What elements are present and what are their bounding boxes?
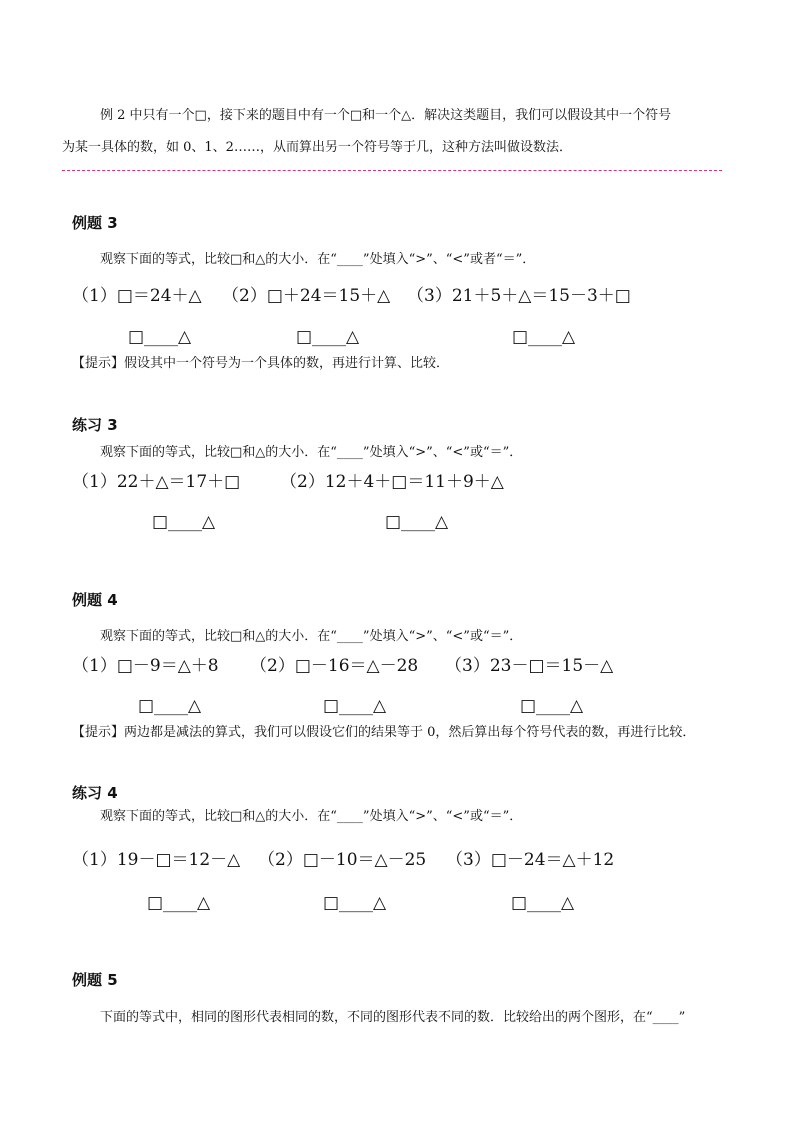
practice-4-instruction: 观察下面的等式，比较□和△的大小．在“____”处填入“>”、“<”或“＝”．: [100, 809, 523, 824]
practice-4-compare-1: □____△: [147, 893, 211, 913]
practice-3-equation-2: （2）12＋4＋□＝11＋9＋△: [280, 472, 504, 492]
practice-4-compare-3: □____△: [511, 893, 575, 913]
practice-4-equation-3: （3）□－24＝△＋12: [446, 850, 615, 870]
practice-3-equation-1: （1）22＋△＝17＋□: [72, 472, 241, 492]
example-5-instruction: 下面的等式中，相同的图形代表相同的数，不同的图形代表不同的数．比较给出的两个图形，在“____”: [100, 1010, 686, 1025]
example-4-equation-2: （2）□－16＝△－28: [250, 656, 419, 676]
example-4-compare-2: □____△: [323, 696, 387, 716]
practice-4-compare-2: □____△: [323, 893, 387, 913]
example-3-title: 例题 3: [72, 214, 118, 232]
intro-line-2: 为某一具体的数，如 0、1、2……，从而算出另一个符号等于几，这种方法叫做设数法．: [62, 140, 572, 155]
practice-3-instruction: 观察下面的等式，比较□和△的大小．在“____”处填入“>”、“<”或“＝”．: [100, 445, 523, 460]
example-3-compare-1: □____△: [128, 327, 192, 347]
example-3-equation-2: （2）□＋24＝15＋△: [222, 286, 391, 306]
practice-4-equation-2: （2）□－10＝△－25: [258, 850, 427, 870]
practice-3-compare-1: □____△: [152, 512, 216, 532]
example-4-equation-3: （3）23－□＝15－△: [445, 656, 614, 676]
example-3-compare-3: □____△: [512, 327, 576, 347]
example-5-title: 例题 5: [72, 971, 118, 989]
intro-line-1: 例 2 中只有一个□，接下来的题目中有一个□和一个△．解决这类题目，我们可以假设其中一个符号: [100, 108, 672, 123]
practice-4-equation-1: （1）19－□＝12－△: [72, 850, 241, 870]
practice-3-title: 练习 3: [72, 416, 118, 434]
example-3-hint: 【提示】假设其中一个符号为一个具体的数，再进行计算、比较．: [72, 356, 450, 371]
example-4-instruction: 观察下面的等式，比较□和△的大小．在“____”处填入“>”、“<”或“＝”．: [100, 629, 523, 644]
example-3-compare-2: □____△: [296, 327, 360, 347]
example-4-equation-1: （1）□－9＝△＋8: [72, 656, 219, 676]
practice-4-title: 练习 4: [72, 784, 118, 802]
example-3-equation-3: （3）21＋5＋△＝15－3＋□: [407, 286, 631, 306]
example-4-title: 例题 4: [72, 591, 118, 609]
example-4-compare-1: □____△: [138, 696, 202, 716]
example-3-equation-1: （1）□＝24＋△: [72, 286, 202, 306]
example-4-hint: 【提示】两边都是减法的算式，我们可以假设它们的结果等于 0，然后算出每个符号代表的数，再进行比较．: [72, 725, 696, 740]
example-4-compare-3: □____△: [520, 696, 584, 716]
example-3-instruction: 观察下面的等式，比较□和△的大小．在“____”处填入“>”、“<”或者“＝”．: [100, 252, 536, 267]
section-divider: [62, 170, 722, 171]
practice-3-compare-2: □____△: [385, 512, 449, 532]
